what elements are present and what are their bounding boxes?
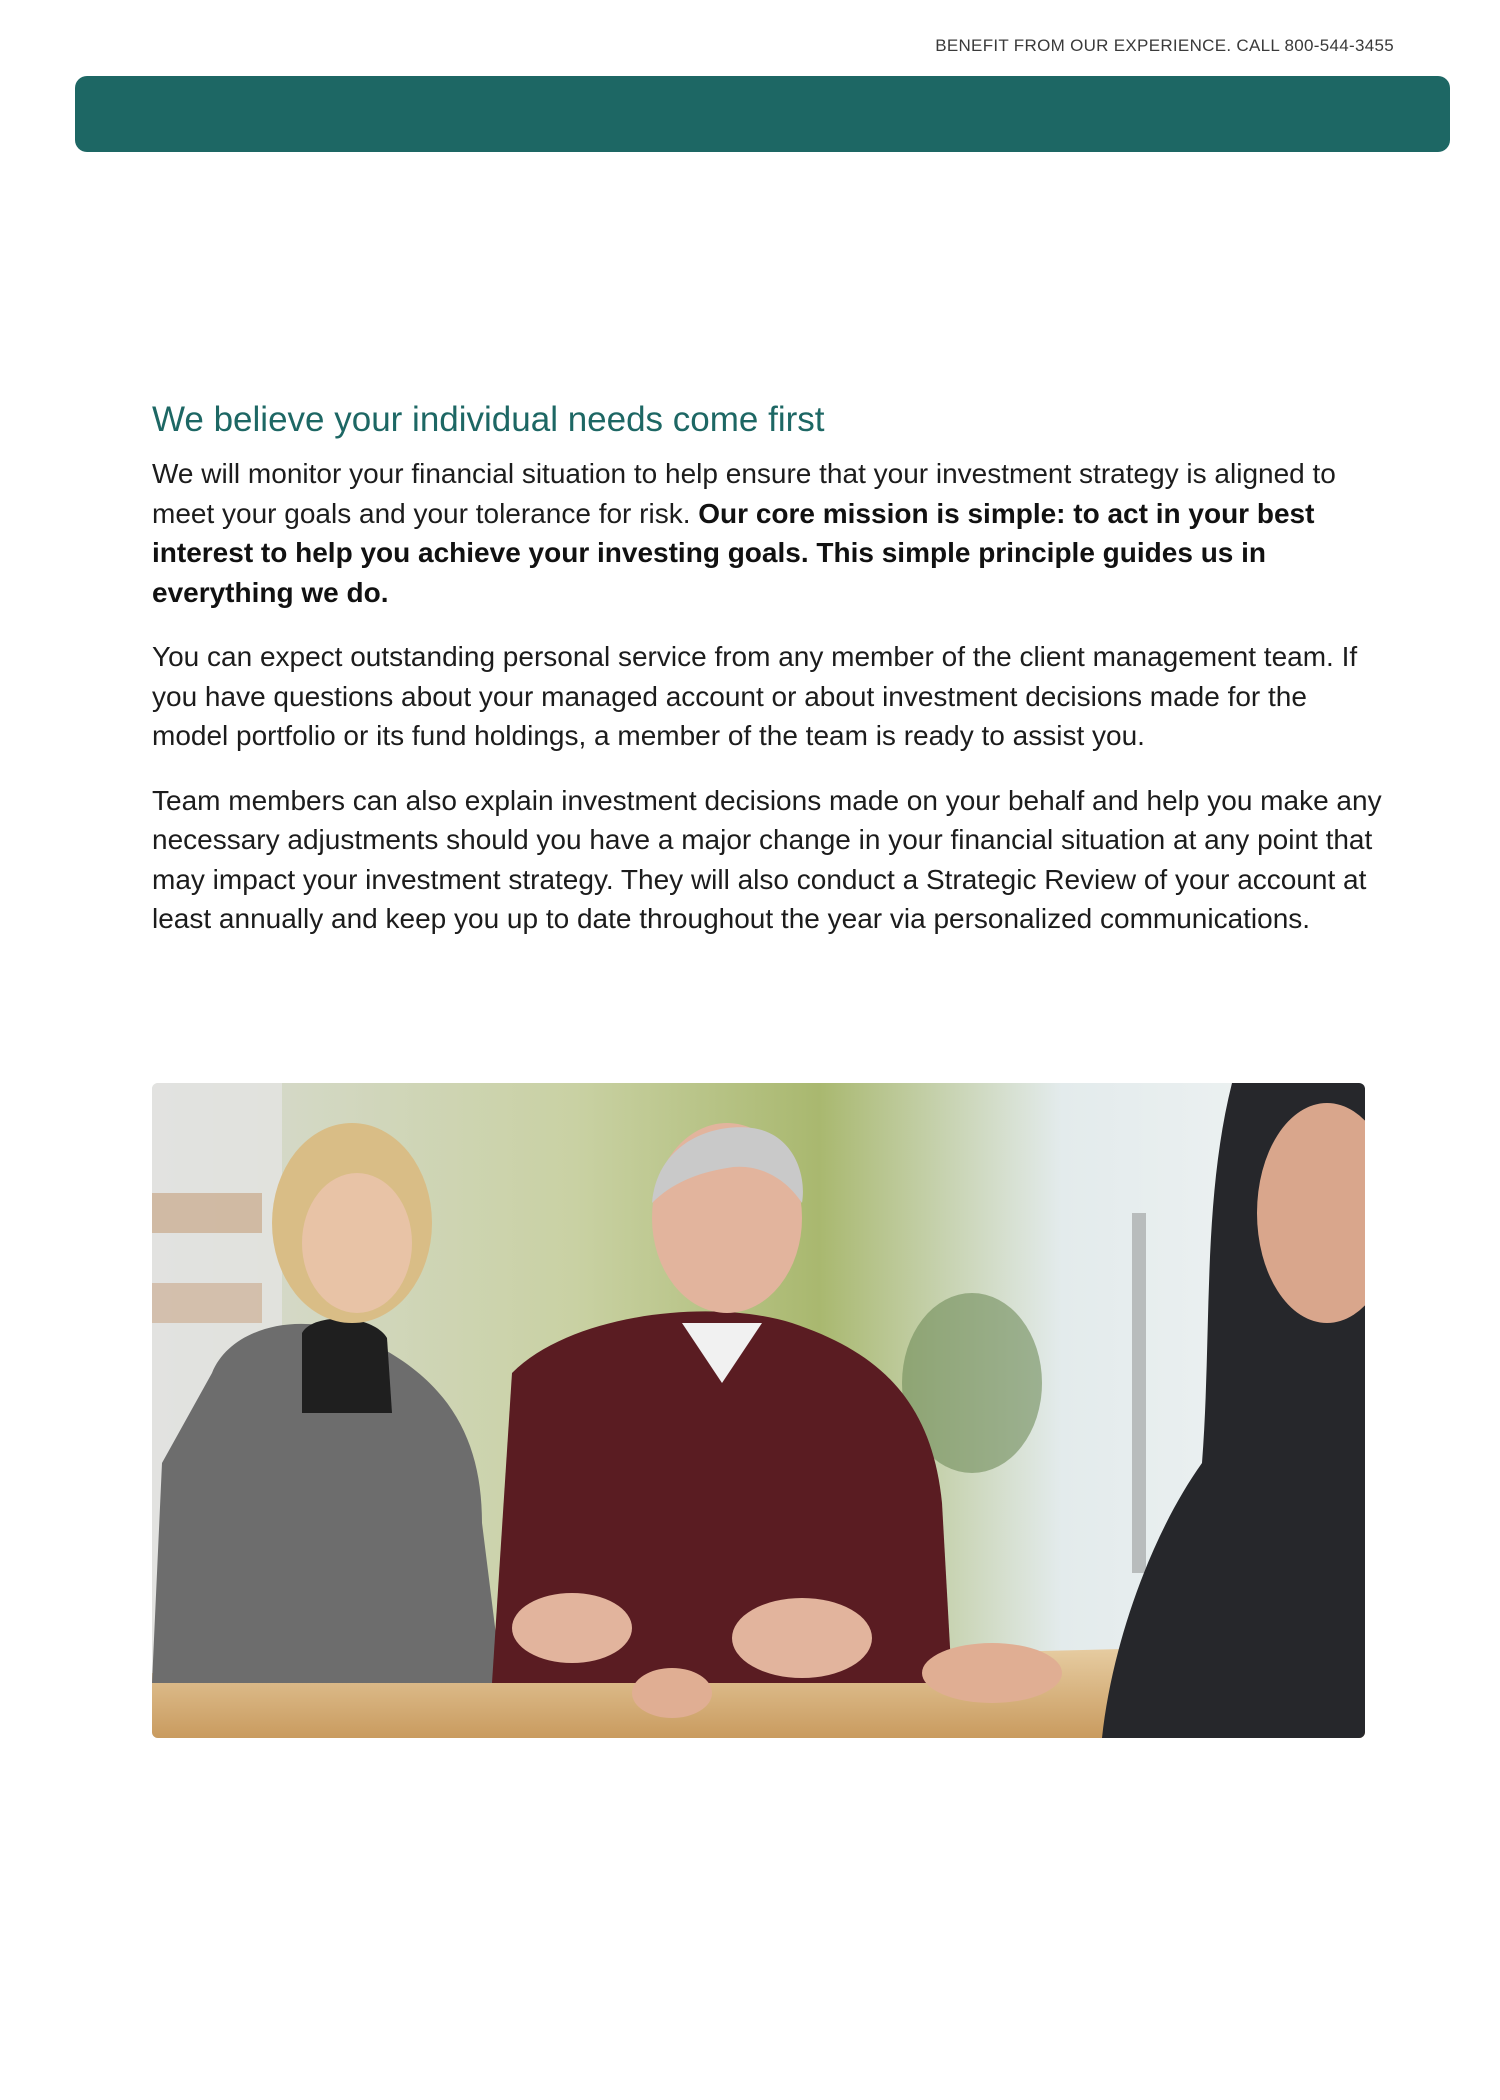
- main-section: [152, 400, 1387, 964]
- meeting-photo-illustration: [152, 1083, 1365, 1738]
- section-heading: We believe your individual needs come first: [152, 400, 825, 439]
- paragraph-1: [152, 454, 1387, 612]
- paragraph-2: You can expect outstanding personal service from any member of the client management team. If you have questions about your managed account or about investment decisions made for the model portfolio or its fund holdings, a member of the team is ready to assist you.: [152, 641, 1358, 751]
- header-band: [75, 76, 1450, 152]
- paragraph-1-bold: Our core mission is simple: to act in your best interest to help you achieve your investing goals. This simple principle guides us in everything we do.: [152, 497, 1315, 608]
- header-tagline: BENEFIT FROM OUR EXPERIENCE. CALL 800-544-3455: [935, 36, 1394, 55]
- paragraph-1-text: We will monitor your financial situation to help ensure that your investment strategy is aligned to meet your goals and your tolerance for risk.: [152, 458, 1336, 529]
- paragraph-3: Team members can also explain investment decisions made on your behalf and help you make any necessary adjustments should you have a major change in your financial situation at any point that may impact your investment strategy. They will also conduct a Strategic Review of your account at least annually and keep you up to date throughout the year via personalized communications.: [152, 784, 1382, 934]
- meeting-photo: [152, 1083, 1365, 1738]
